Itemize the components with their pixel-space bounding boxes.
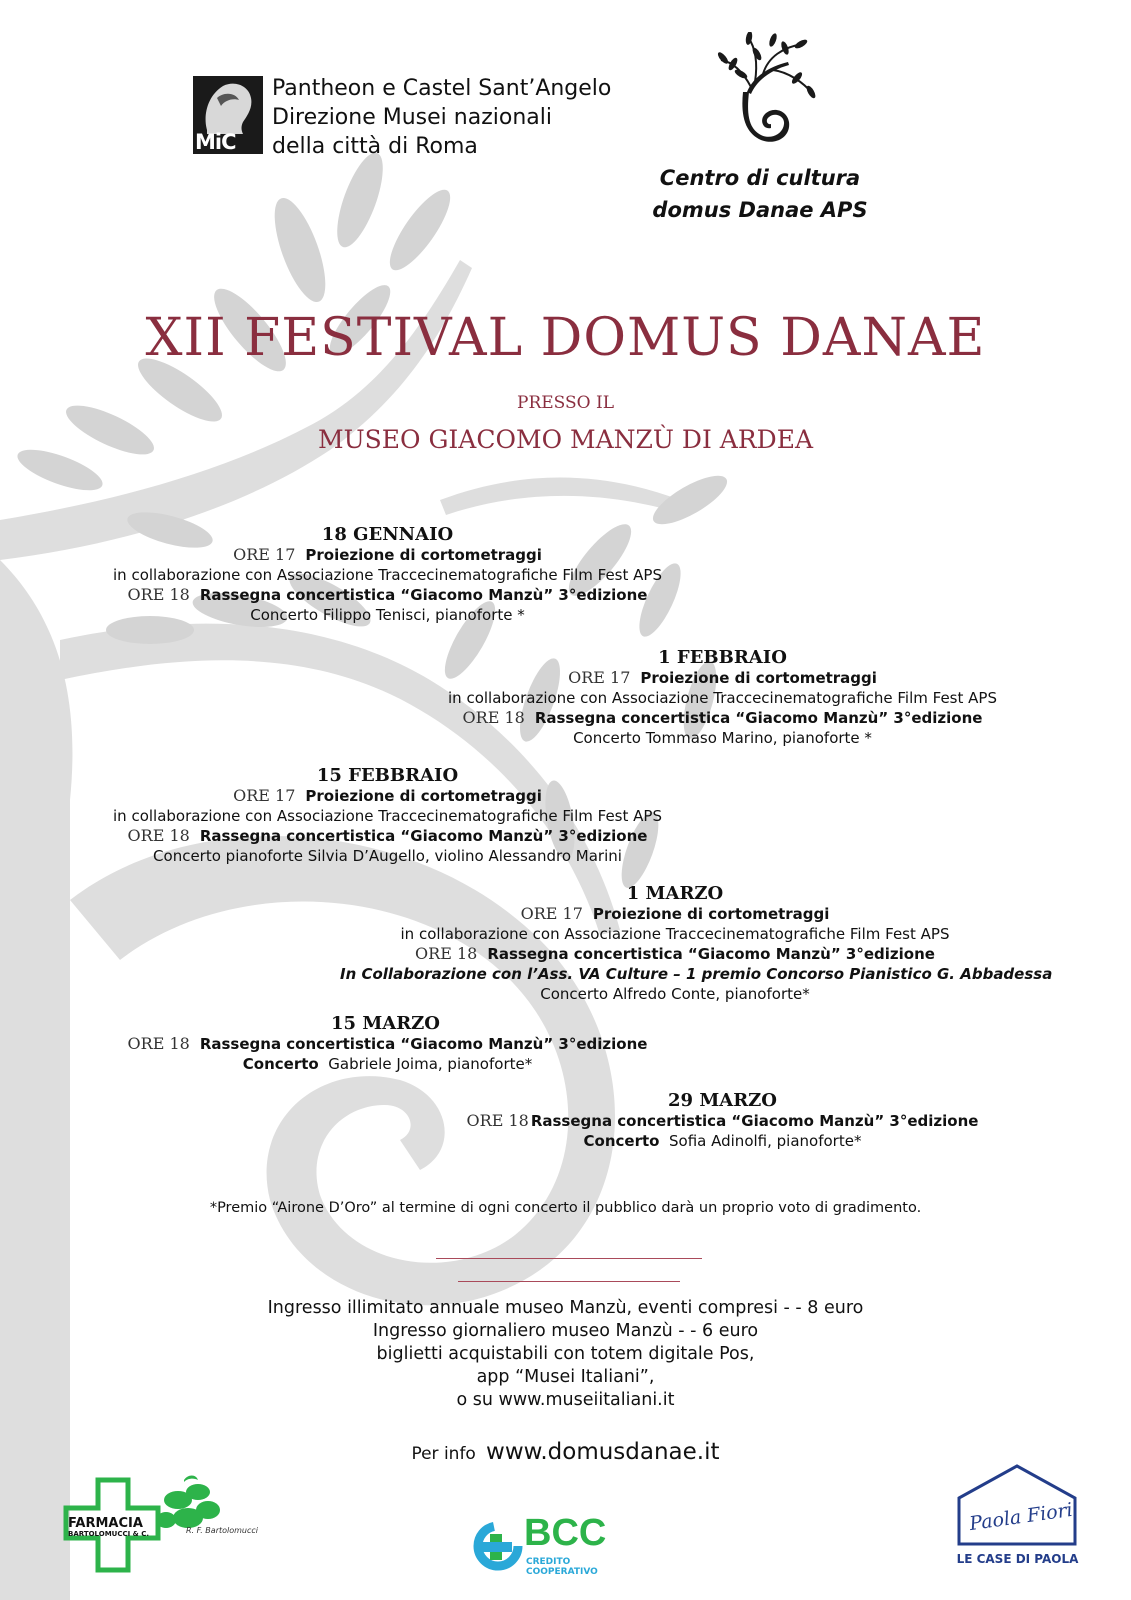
event-time: ORE 17 (520, 904, 583, 923)
ticket-line: Ingresso giornaliero museo Manzù - - 6 euro (372, 1321, 759, 1341)
event-date: 15 MARZO (331, 1013, 440, 1034)
ticket-line: Ingresso illimitato annuale museo Manzù, eventi compresi - - 8 euro (267, 1298, 864, 1318)
divider (436, 1258, 702, 1259)
event-concert: Concerto Alfredo Conte, pianoforte* (540, 985, 810, 1003)
venue-name: MUSEO GIACOMO MANZÙ DI ARDEA (317, 425, 814, 454)
event-block (435, 647, 1010, 748)
event-block (100, 524, 675, 625)
institution-line: Direzione Musei nazionali (272, 105, 552, 130)
event-collaboration: in collaborazione con Associazione Traccecinematografiche Film Fest APS (448, 689, 997, 707)
info-label: Per info (411, 1444, 476, 1464)
event-time: ORE 17 (233, 786, 296, 805)
partner-line: Centro di cultura (659, 166, 861, 190)
event-time: ORE 18 (127, 1034, 190, 1053)
event-row (100, 826, 675, 846)
event-block (435, 1090, 1010, 1151)
event-time: ORE 17 (233, 545, 296, 564)
event-date: 29 MARZO (668, 1090, 777, 1111)
bcc-sponsor-logo (472, 1512, 642, 1577)
concert-performer: Gabriele Joima, pianoforte* (328, 1055, 533, 1073)
ticket-line: app “Musei Italiani”, (476, 1367, 655, 1387)
premio-note: *Premio “Airone D’Oro” al termine di ogni concerto il pubblico darà un proprio voto di gradimento. (209, 1200, 922, 1216)
ticket-line: biglietti acquistabili con totem digitale Pos, (376, 1344, 755, 1364)
institution-line: della città di Roma (272, 134, 478, 159)
event-concert: Concerto Tommaso Marino, pianoforte * (573, 729, 872, 747)
partner-line: domus Danae APS (652, 198, 868, 222)
event-row (100, 545, 675, 565)
event-collaboration: in collaborazione con Associazione Traccecinematografiche Film Fest APS (113, 566, 662, 584)
farmacia-sponsor-logo (58, 1470, 258, 1580)
paola-signature: Paola Fiori (967, 1498, 1075, 1536)
event-date: 15 FEBBRAIO (316, 765, 459, 786)
event-title: Rassegna concertistica “Giacomo Manzù” 3°edizione (530, 1112, 979, 1130)
event-title: Rassegna concertistica “Giacomo Manzù” 3°edizione (199, 586, 648, 604)
event-title: Proiezione di cortometraggi (640, 669, 877, 687)
event-block (340, 883, 1053, 1004)
concert-performer: Sofia Adinolfi, pianoforte* (669, 1132, 862, 1150)
institution-name (272, 74, 611, 161)
farmacia-signature: R. F. Bartolomucci (186, 1526, 259, 1535)
institution-line: Pantheon e Castel Sant’Angelo (272, 76, 612, 101)
event-block (100, 1013, 675, 1074)
event-row (100, 1034, 675, 1054)
event-date: 1 MARZO (626, 883, 724, 904)
bcc-name: BCC (524, 1512, 607, 1554)
event-title: Rassegna concertistica “Giacomo Manzù” 3°edizione (199, 1035, 648, 1053)
event-collaboration: in collaborazione con Associazione Traccecinematografiche Film Fest APS (113, 807, 662, 825)
event-date: 1 FEBBRAIO (658, 647, 787, 668)
domus-danae-tree-logo (713, 32, 823, 152)
event-row (100, 585, 675, 605)
event-title: Rassegna concertistica “Giacomo Manzù” 3°edizione (487, 945, 935, 963)
paola-subtitle: LE CASE DI PAOLA (956, 1552, 1079, 1566)
event-block (100, 765, 675, 866)
event-concert (100, 1054, 675, 1074)
event-time: ORE 18 (462, 708, 525, 727)
event-time: ORE 17 (568, 668, 631, 687)
bcc-emblem-icon (472, 1520, 524, 1572)
event-title: Proiezione di cortometraggi (305, 546, 542, 564)
event-concert: Concerto pianoforte Silvia D’Augello, violino Alessandro Marini (153, 847, 622, 865)
event-time: ORE 18 (466, 1111, 529, 1130)
event-row (100, 786, 675, 806)
event-time: ORE 18 (415, 944, 478, 963)
presso-label: PRESSO IL (517, 393, 614, 413)
event-row (435, 1111, 1010, 1131)
event-date: 18 GENNAIO (321, 524, 454, 545)
event-extra-collaboration: In Collaborazione con l’Ass. VA Culture – 1 premio Concorso Pianistico G. Abbadessa (340, 965, 1053, 983)
mic-logo-text: MiC (195, 130, 236, 154)
concert-label: Concerto (583, 1132, 660, 1150)
concert-label: Concerto (242, 1055, 319, 1073)
bcc-subtitle: CREDITO COOPERATIVO (526, 1557, 598, 1577)
farmacia-subname: BARTOLOMUCCI & C. (68, 1530, 150, 1538)
info-website-link[interactable]: www.domusdanae.it (486, 1439, 720, 1465)
event-title: Rassegna concertistica “Giacomo Manzù” 3°edizione (199, 827, 648, 845)
event-row (340, 944, 1010, 964)
paola-sponsor-logo (955, 1460, 1080, 1575)
event-title: Rassegna concertistica “Giacomo Manzù” 3°edizione (534, 709, 983, 727)
event-row (435, 668, 1010, 688)
event-time: ORE 18 (127, 585, 190, 604)
event-concert: Concerto Filippo Tenisci, pianoforte * (250, 606, 525, 624)
partner-name (640, 162, 880, 226)
farmacia-name: FARMACIA (68, 1516, 143, 1531)
event-title: Proiezione di cortometraggi (305, 787, 542, 805)
event-concert (435, 1131, 1010, 1151)
mic-logo (193, 76, 263, 154)
divider (458, 1281, 680, 1282)
event-collaboration: in collaborazione con Associazione Traccecinematografiche Film Fest APS (400, 925, 950, 943)
ticket-line: o su www.museiitaliani.it (456, 1390, 675, 1410)
event-row (340, 904, 1010, 924)
event-title: Proiezione di cortometraggi (592, 905, 830, 923)
head-silhouette-icon (193, 76, 263, 136)
festival-title: XII FESTIVAL DOMUS DANAE (145, 308, 986, 368)
ticket-info (0, 1297, 1131, 1412)
event-time: ORE 18 (127, 826, 190, 845)
event-row (435, 708, 1010, 728)
